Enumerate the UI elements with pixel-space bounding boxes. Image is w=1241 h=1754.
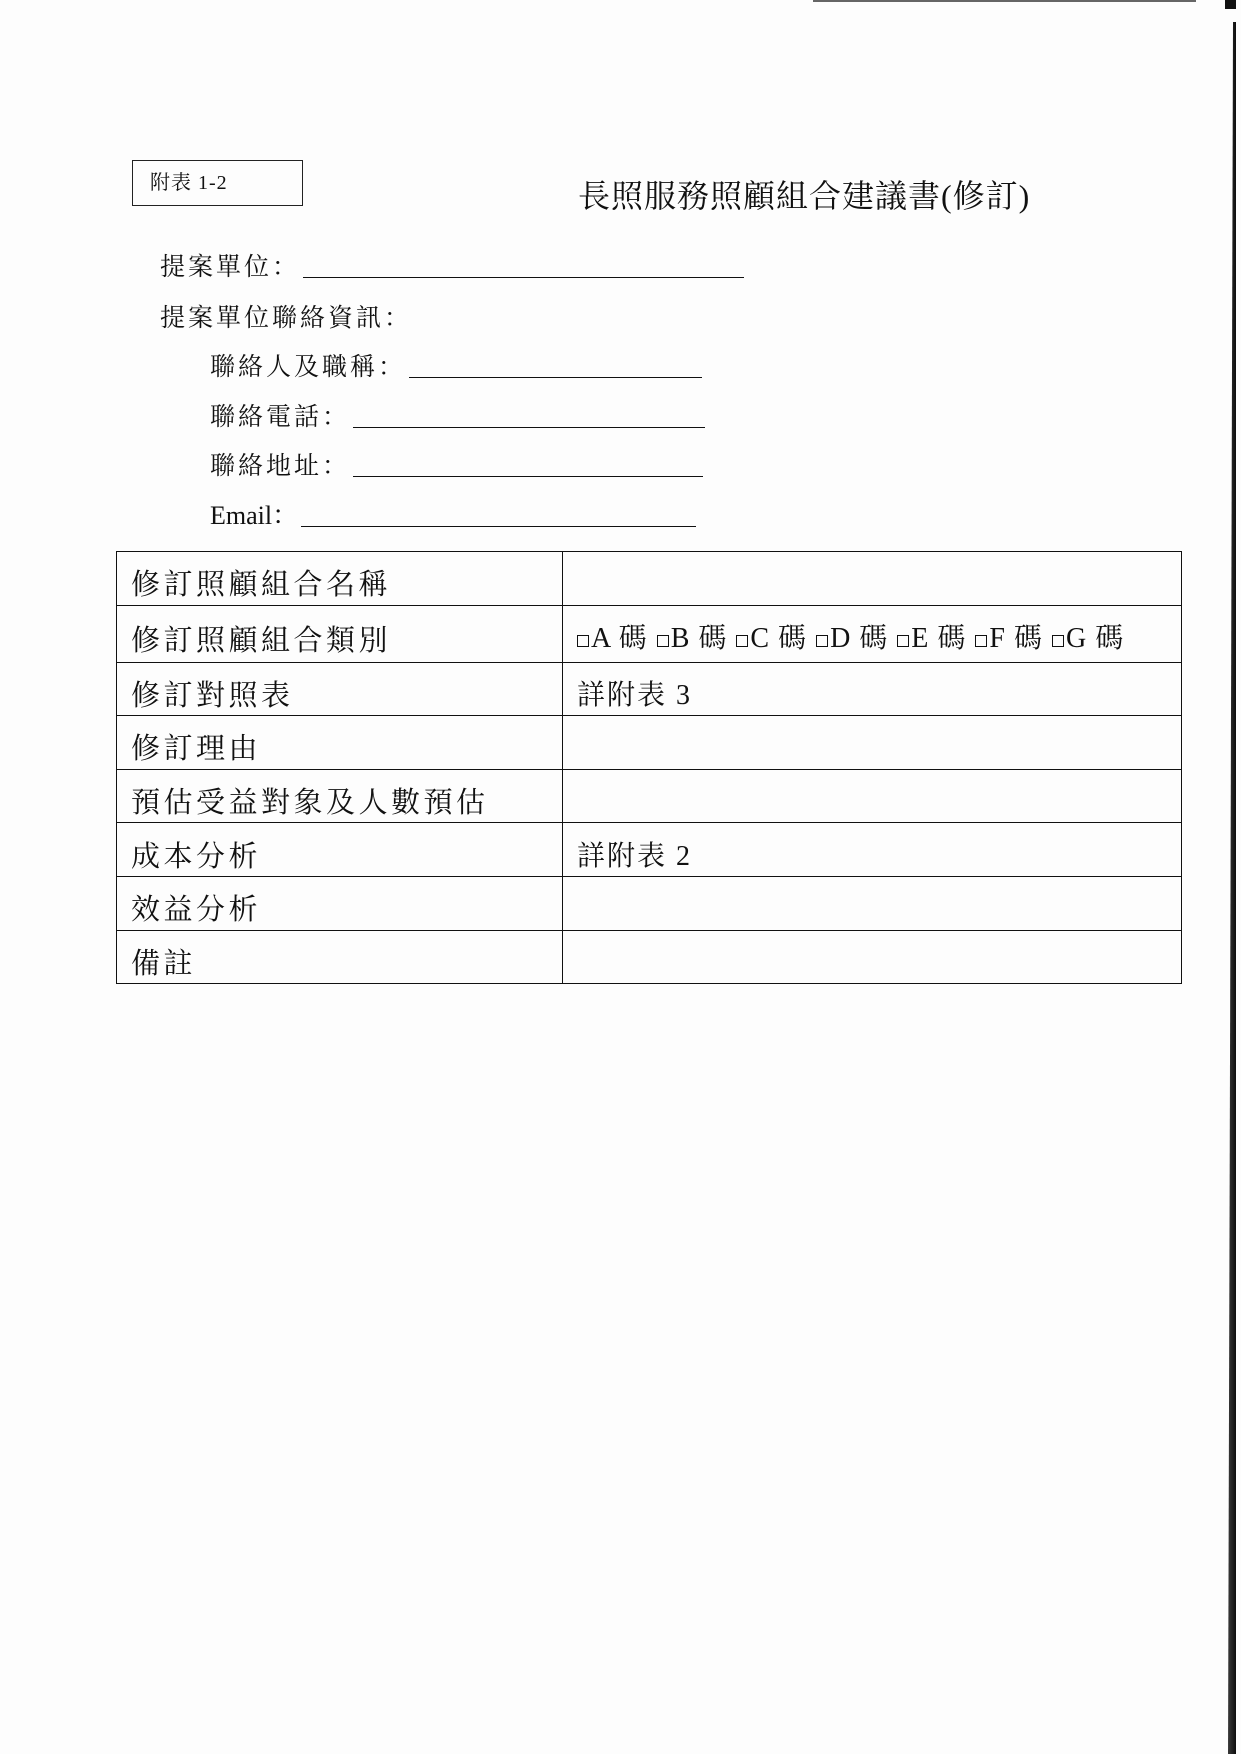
contact-email-label: Email：	[210, 501, 299, 530]
contact-person-label: 聯絡人及職稱：	[210, 354, 407, 381]
combo-category-options-cell	[563, 605, 1182, 662]
category-option-label: G 碼	[1065, 622, 1125, 654]
checkbox-empty-icon	[975, 635, 987, 647]
checkbox-empty-icon	[657, 635, 669, 647]
category-option-e	[897, 620, 966, 658]
contact-address-label: 聯絡地址：	[210, 453, 351, 480]
benefit-analysis-value-cell	[563, 876, 1182, 930]
table-row	[117, 930, 1182, 984]
cost-analysis-label: 成本分析	[117, 823, 563, 877]
scan-edge-right-shadow	[1228, 22, 1236, 1754]
benefit-analysis-label: 效益分析	[117, 876, 563, 930]
category-option-label: D 碼	[830, 622, 889, 654]
revision-reason-value-cell	[563, 716, 1182, 770]
scan-corner-mark	[1225, 0, 1236, 9]
beneficiaries-value-cell	[563, 769, 1182, 823]
table-row	[117, 605, 1182, 662]
category-option-g	[1052, 620, 1124, 658]
contact-address-row	[210, 449, 703, 485]
cost-analysis-value: 詳附表 2	[563, 823, 1182, 877]
revision-reason-label: 修訂理由	[117, 716, 563, 770]
checkbox-empty-icon	[1052, 635, 1064, 647]
category-option-label: F 碼	[989, 622, 1043, 654]
remarks-value-cell	[563, 930, 1182, 984]
category-option-label: B 碼	[670, 622, 728, 654]
table-row	[117, 876, 1182, 930]
table-row	[117, 552, 1182, 606]
category-option-a	[577, 620, 648, 658]
category-option-label: A 碼	[591, 622, 648, 654]
checkbox-empty-icon	[897, 635, 909, 647]
attachment-label: 附表 1-2	[150, 172, 228, 194]
document-title: 長照服務照顧組合建議書(修訂)	[578, 178, 1031, 214]
contact-person-row	[210, 350, 702, 386]
contact-phone-label: 聯絡電話：	[210, 404, 351, 431]
category-option-f	[975, 620, 1043, 658]
contact-email-row	[210, 498, 696, 535]
category-option-b	[657, 620, 728, 658]
proposer-unit-row	[160, 250, 744, 286]
checkbox-empty-icon	[736, 635, 748, 647]
combo-name-label: 修訂照顧組合名稱	[117, 552, 563, 606]
contact-person-blank-line	[409, 377, 702, 378]
contact-section-heading: 提案單位聯絡資訊：	[160, 305, 413, 332]
table-row	[117, 662, 1182, 716]
category-option-label: C 碼	[750, 622, 808, 654]
scan-edge-top-line	[813, 0, 1196, 2]
remarks-label: 備註	[117, 930, 563, 984]
comparison-table-label: 修訂對照表	[117, 662, 563, 716]
category-option-label: E 碼	[911, 622, 967, 654]
attachment-label-box	[132, 160, 303, 206]
proposer-unit-blank-line	[303, 277, 744, 278]
comparison-table-value: 詳附表 3	[563, 662, 1182, 716]
table-row	[117, 769, 1182, 823]
contact-phone-row	[210, 400, 705, 436]
combo-category-label: 修訂照顧組合類別	[117, 605, 563, 662]
table-row	[117, 823, 1182, 877]
checkbox-empty-icon	[577, 635, 589, 647]
contact-phone-blank-line	[353, 427, 705, 428]
proposal-table	[116, 551, 1182, 984]
contact-email-blank-line	[301, 526, 696, 527]
category-option-c	[736, 620, 807, 658]
combo-name-value-cell	[563, 552, 1182, 606]
beneficiaries-label: 預估受益對象及人數預估	[117, 769, 563, 823]
contact-address-blank-line	[353, 476, 703, 477]
checkbox-empty-icon	[816, 635, 828, 647]
table-row	[117, 716, 1182, 770]
proposer-unit-label: 提案單位：	[160, 254, 301, 281]
category-option-d	[816, 620, 888, 658]
